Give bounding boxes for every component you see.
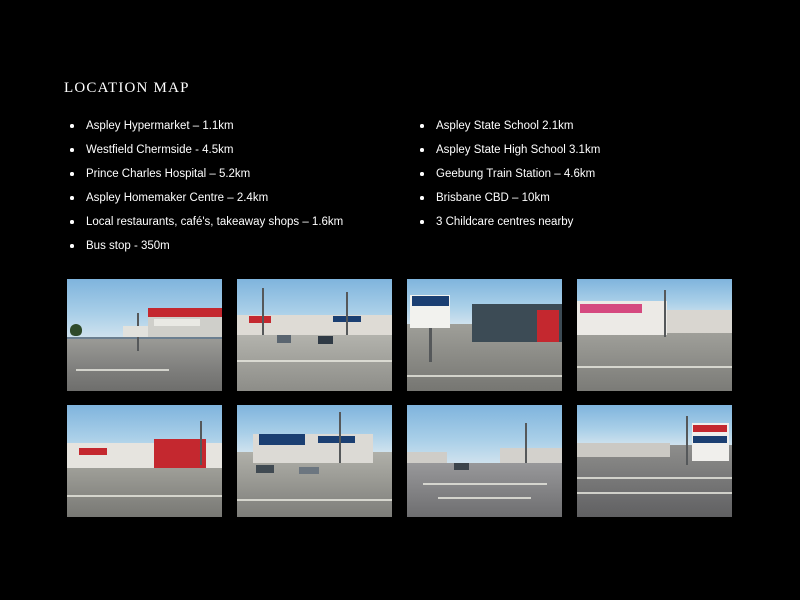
photo-retail-strip-pink — [577, 279, 732, 391]
list-item: Prince Charles Hospital – 5.2km — [64, 162, 414, 186]
photo-shopping-centre-carpark — [237, 279, 392, 391]
page-title: LOCATION MAP — [64, 80, 190, 96]
photo-car-dealership — [237, 405, 392, 517]
list-item: Brisbane CBD – 10km — [414, 186, 744, 210]
list-item: Westfield Chermside - 4.5km — [64, 138, 414, 162]
list-item: 3 Childcare centres nearby — [414, 210, 744, 234]
photo-row-2 — [67, 405, 735, 517]
photo-row-1 — [67, 279, 735, 391]
bullet-column-right — [414, 114, 744, 258]
bullet-columns — [64, 114, 744, 258]
photo-main-road-billboards — [577, 405, 732, 517]
bullet-column-left — [64, 114, 414, 258]
photo-aspley-hypermarket — [67, 279, 222, 391]
list-item: Aspley Hypermarket – 1.1km — [64, 114, 414, 138]
photo-red-facade-store — [67, 405, 222, 517]
photo-gallery — [67, 279, 735, 531]
list-item: Aspley State High School 3.1km — [414, 138, 744, 162]
photo-highway-intersection — [407, 405, 562, 517]
list-item: Bus stop - 350m — [64, 234, 414, 258]
list-item: Local restaurants, café's, takeaway shops – 1.6km — [64, 210, 414, 234]
list-item: Aspley State School 2.1km — [414, 114, 744, 138]
list-item: Aspley Homemaker Centre – 2.4km — [64, 186, 414, 210]
photo-harvey-norman-signage — [407, 279, 562, 391]
list-item: Geebung Train Station – 4.6km — [414, 162, 744, 186]
